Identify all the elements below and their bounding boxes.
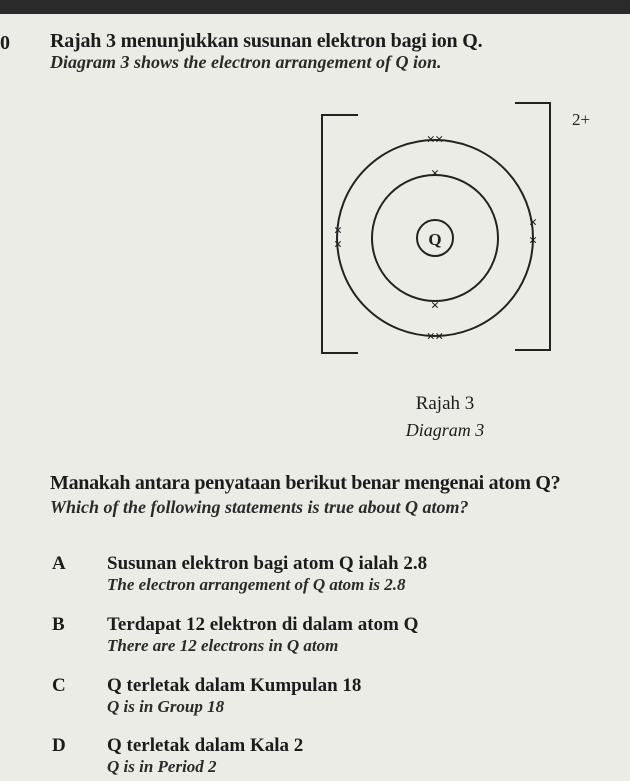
electron-inner-top: ×: [430, 166, 440, 182]
option-text-malay: Q terletak dalam Kala 2: [107, 735, 304, 756]
option-letter: D: [52, 735, 66, 756]
option-text-malay: Terdapat 12 elektron di dalam atom Q: [107, 614, 419, 635]
option-text-malay: Susunan elektron bagi atom Q ialah 2.8: [107, 553, 428, 574]
top-edge-band: [0, 0, 630, 14]
electron-pair-outer-bottom: ××: [426, 329, 444, 345]
diagram-caption-malay: Rajah 3: [415, 393, 475, 414]
stem-text-english: Which of the following statements is true about Q atom?: [50, 497, 469, 517]
electron-outer-right-2: ×: [528, 233, 538, 249]
question-text-malay: Rajah 3 menunjukkan susunan elektron bagi ion Q.: [50, 30, 483, 52]
electron-arrangement-diagram: [310, 95, 610, 360]
option-text-english: Q is in Group 18: [107, 697, 225, 716]
option-letter: B: [52, 614, 65, 635]
option-text-english: Q is in Period 2: [107, 757, 217, 776]
option-letter: A: [52, 553, 66, 574]
stem-text-malay: Manakah antara penyataan berikut benar mengenai atom Q?: [50, 472, 561, 494]
diagram-caption-english: Diagram 3: [405, 420, 485, 440]
electron-outer-left-1: ×: [333, 223, 343, 239]
electron-pair-outer-top: ××: [426, 132, 444, 148]
option-text-malay: Q terletak dalam Kumpulan 18: [107, 675, 362, 696]
option-letter: C: [52, 675, 66, 696]
ion-charge: 2+: [572, 110, 591, 129]
electron-outer-left-2: ×: [333, 237, 343, 253]
electron-outer-right-1: ×: [528, 215, 538, 231]
electron-inner-bottom: ×: [430, 298, 440, 314]
nucleus-label: Q: [428, 230, 442, 249]
option-text-english: There are 12 electrons in Q atom: [107, 636, 339, 655]
question-number: 0: [0, 32, 10, 54]
question-text-english: Diagram 3 shows the electron arrangement of Q ion.: [50, 52, 442, 72]
option-text-english: The electron arrangement of Q atom is 2.8: [107, 575, 406, 594]
